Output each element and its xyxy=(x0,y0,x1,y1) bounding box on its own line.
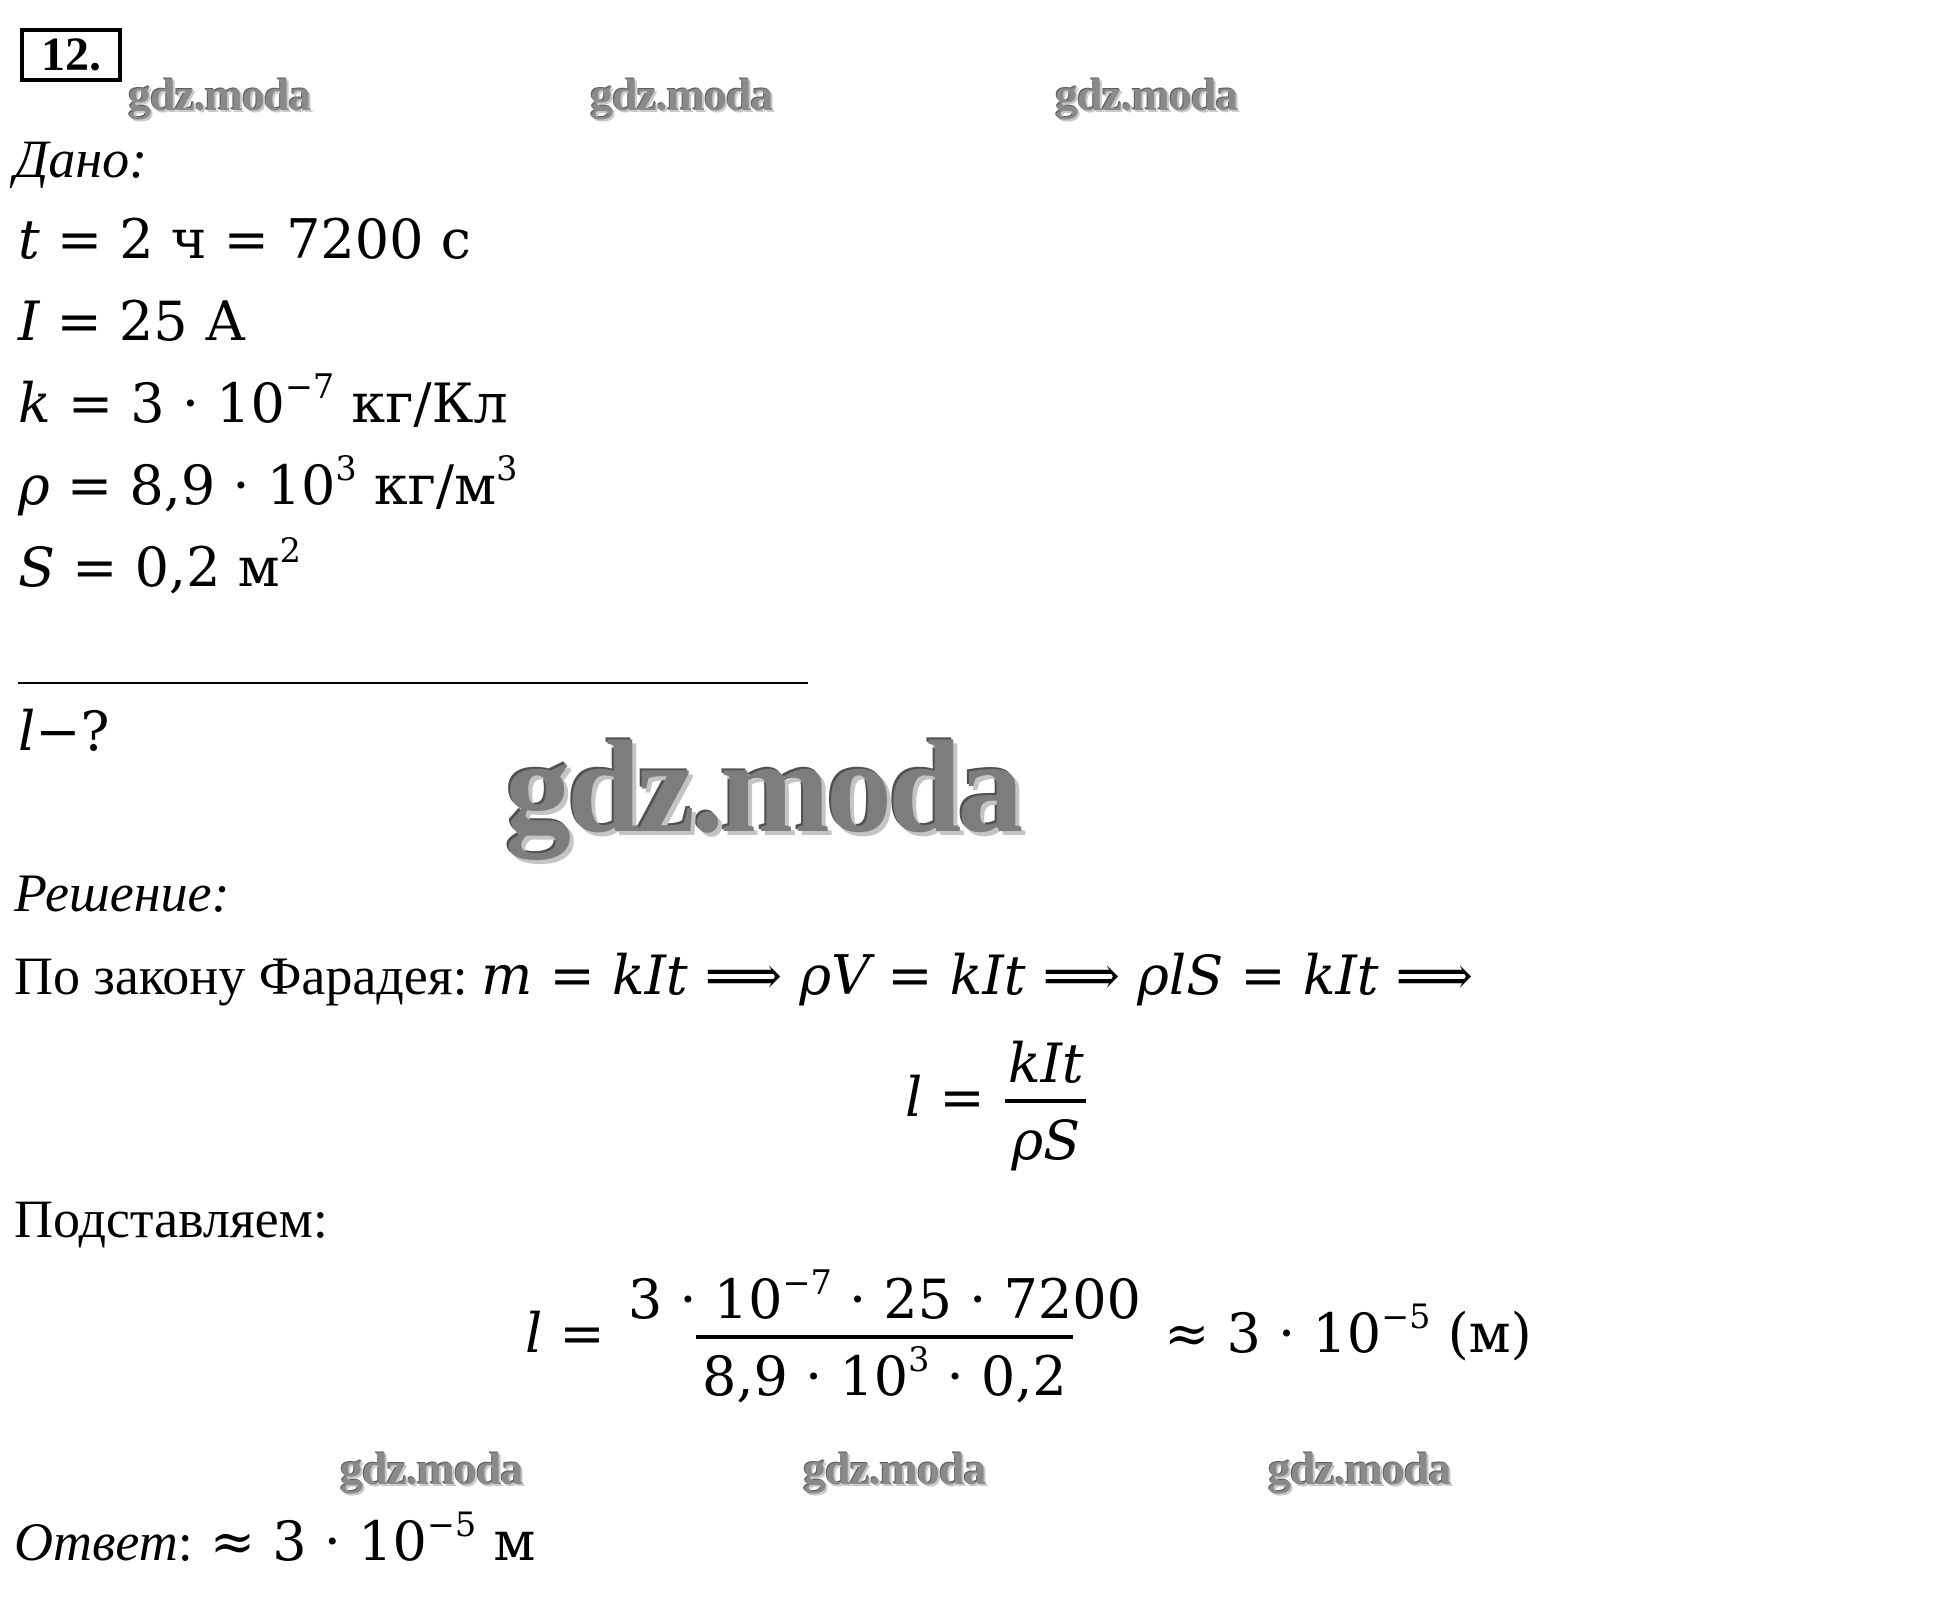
faraday-line xyxy=(14,944,1473,1007)
answer-value-a: ≈ 3 · 10 xyxy=(192,1510,427,1573)
calc-den-b: · 0,2 xyxy=(929,1345,1067,1408)
exp-rho: 3 xyxy=(335,448,357,488)
unit-rho: кг/м xyxy=(356,454,497,517)
given-line-time xyxy=(18,208,471,271)
answer-label: Ответ xyxy=(14,1512,178,1572)
given-line-area xyxy=(18,530,301,599)
answer-exp: −5 xyxy=(426,1504,477,1544)
unit-k: кг/Кл xyxy=(334,372,508,435)
answer-line xyxy=(14,1504,536,1573)
unknown-line xyxy=(18,700,109,763)
given-line-k xyxy=(18,366,508,435)
given-divider xyxy=(18,682,808,684)
exp-k: −7 xyxy=(284,366,335,406)
watermark-top-1: gdz.moda xyxy=(128,69,311,120)
symbol-I: I xyxy=(18,290,40,353)
symbol-t: t xyxy=(18,208,40,271)
value-t: = 2 ч = 7200 с xyxy=(39,208,471,271)
calc-result-a: ≈ 3 · 10 xyxy=(1146,1302,1382,1365)
calc-result-b: (м) xyxy=(1430,1302,1532,1365)
calc-den-a: 8,9 · 10 xyxy=(702,1345,909,1408)
value-S: = 0,2 м xyxy=(55,536,280,599)
symbol-k: k xyxy=(18,372,51,435)
symbol-rho: ρ xyxy=(18,454,50,517)
calc-num-a: 3 · 10 xyxy=(627,1268,783,1331)
formula-denominator: ρS xyxy=(1005,1099,1086,1172)
formula-fraction xyxy=(1002,1032,1090,1172)
given-heading: Дано: xyxy=(14,129,148,189)
symbol-S: S xyxy=(18,536,55,599)
solution-heading: Решение: xyxy=(14,863,230,923)
calc-num-exp: −7 xyxy=(782,1262,832,1302)
watermark-center: gdz.moda xyxy=(505,713,1020,860)
calc-denominator xyxy=(696,1335,1073,1408)
calc-num-b: · 25 · 7200 xyxy=(831,1268,1141,1331)
unknown-mark: −? xyxy=(35,700,110,763)
calc-numerator xyxy=(622,1262,1147,1335)
calc-fraction xyxy=(622,1262,1147,1408)
symbol-l: l xyxy=(18,700,36,763)
watermark-top-3: gdz.moda xyxy=(1055,69,1238,120)
answer-value-b: м xyxy=(476,1510,536,1573)
calculation-line xyxy=(525,1262,1532,1408)
task-number: 12. xyxy=(20,28,122,82)
calc-result-exp: −5 xyxy=(1381,1296,1431,1336)
exp-S: 2 xyxy=(279,530,301,570)
watermark-top-2: gdz.moda xyxy=(590,69,773,120)
formula-lhs: l = xyxy=(905,1066,1002,1129)
given-line-current xyxy=(18,290,246,353)
calc-den-exp: 3 xyxy=(908,1339,930,1379)
watermark-bottom-3: gdz.moda xyxy=(1268,1443,1451,1494)
unit-rho-exp: 3 xyxy=(496,448,518,488)
faraday-prefix: По закону Фарадея: xyxy=(14,946,482,1006)
value-k: = 3 · 10 xyxy=(50,372,285,435)
given-line-rho xyxy=(18,448,518,517)
length-formula xyxy=(905,1032,1090,1172)
formula-numerator: kIt xyxy=(1007,1032,1084,1095)
faraday-chain: m = kIt ⟹ ρV = kIt ⟹ ρlS = kIt ⟹ xyxy=(481,944,1474,1007)
answer-colon: : xyxy=(177,1512,193,1572)
value-I: = 25 А xyxy=(39,290,246,353)
calc-lhs: l = xyxy=(525,1302,622,1365)
watermark-bottom-2: gdz.moda xyxy=(803,1443,986,1494)
substitute-label: Подставляем: xyxy=(14,1189,328,1249)
value-rho: = 8,9 · 10 xyxy=(49,454,336,517)
watermark-bottom-1: gdz.moda xyxy=(340,1443,523,1494)
